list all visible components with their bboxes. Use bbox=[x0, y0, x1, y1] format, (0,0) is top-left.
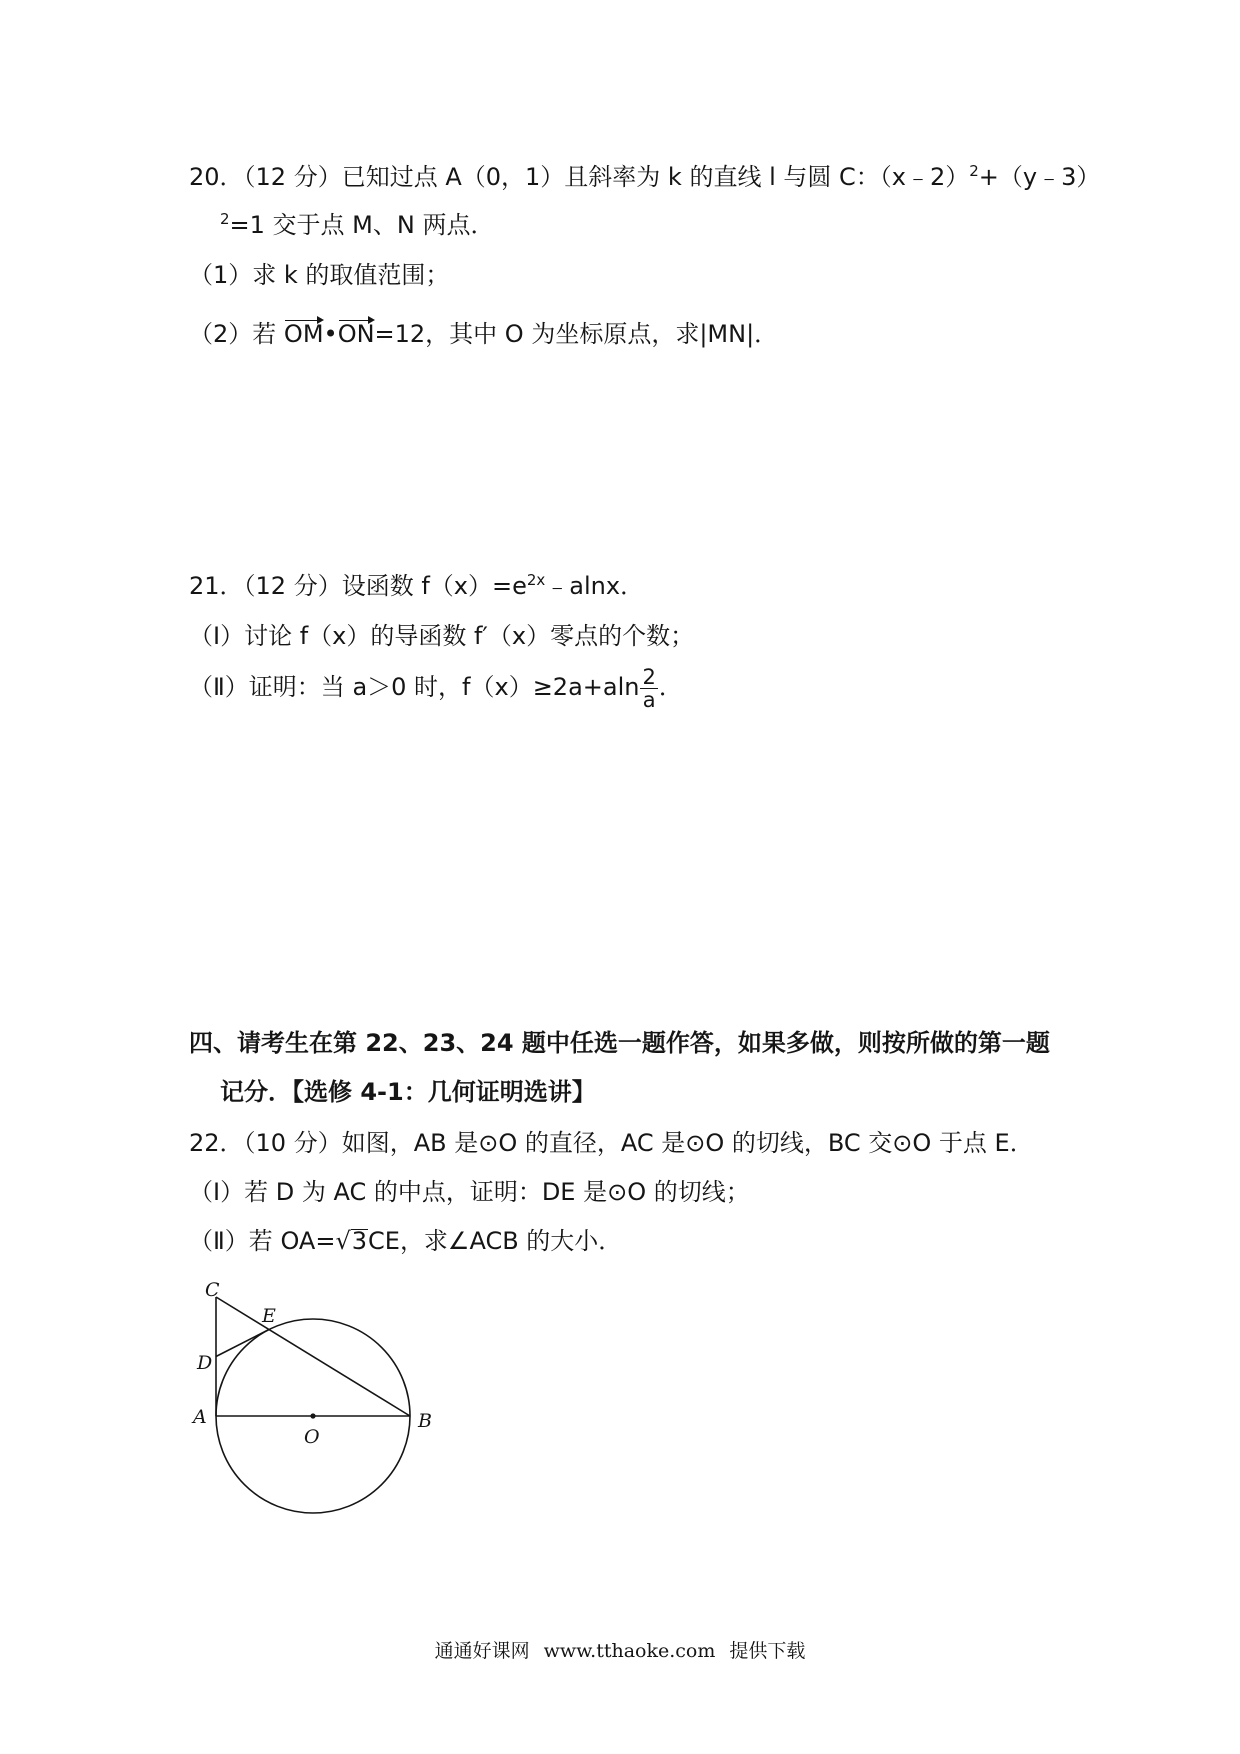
q20-part2-prefix: （2）若 bbox=[189, 320, 277, 348]
radical-sign: √ bbox=[335, 1227, 351, 1255]
q21-stem-text: 21．（12 分）设函数 f（x）=e bbox=[189, 572, 527, 600]
fraction-numerator: 2 bbox=[642, 664, 656, 689]
vector-on: ON bbox=[337, 320, 375, 348]
q22-part1-text: （Ⅰ）若 D 为 AC 的中点，证明：DE 是⊙O 的切线； bbox=[189, 1178, 750, 1206]
q21-part2-suffix: ． bbox=[658, 673, 683, 701]
section4-heading-text1: 四、请考生在第 22、23、24 题中任选一题作答，如果多做，则按所做的第一题 bbox=[189, 1029, 1050, 1057]
label-d: D bbox=[197, 1352, 213, 1374]
q22-part2-prefix: （Ⅱ）若 OA= bbox=[189, 1227, 336, 1255]
section4-heading-text2: 记分．【选修 4-1：几何证明选讲】 bbox=[220, 1078, 596, 1106]
label-b: B bbox=[418, 1410, 432, 1432]
label-c: C bbox=[205, 1279, 220, 1301]
q20-part1 bbox=[189, 260, 449, 290]
q20-part2-suffix: =12，其中 O 为坐标原点，求|MN|． bbox=[374, 320, 779, 348]
section4-heading-line2 bbox=[220, 1077, 596, 1107]
label-e: E bbox=[262, 1305, 276, 1327]
q20-exponent-1: 2 bbox=[969, 162, 979, 180]
q22-stem bbox=[189, 1128, 1034, 1158]
page-footer bbox=[0, 1638, 1240, 1664]
segment-de bbox=[216, 1330, 269, 1357]
q21-stem bbox=[189, 571, 644, 601]
q20-stem-tail: +（y﹣3） bbox=[978, 163, 1101, 191]
q20-part2 bbox=[189, 319, 778, 349]
section4-heading-line1 bbox=[189, 1028, 1050, 1058]
vector-om: OM bbox=[283, 320, 324, 348]
radicand: 3 bbox=[351, 1227, 368, 1255]
q22-part2 bbox=[189, 1226, 622, 1256]
q20-exponent-2: 2 bbox=[220, 210, 230, 228]
q20-part1-text: （1）求 k 的取值范围； bbox=[189, 261, 450, 289]
dot-product-symbol: • bbox=[323, 320, 338, 348]
footer-text: 通通好课网 www.tthaoke.com 提供下载 bbox=[434, 1640, 806, 1662]
q22-part2-suffix: CE，求∠ACB 的大小． bbox=[368, 1227, 623, 1255]
q21-part1 bbox=[189, 621, 694, 651]
q22-geometry-figure bbox=[180, 1270, 450, 1525]
q22-part1 bbox=[189, 1177, 750, 1207]
q22-stem-text: 22．（10 分）如图，AB 是⊙O 的直径，AC 是⊙O 的切线，BC 交⊙O 于点 E． bbox=[189, 1129, 1034, 1157]
q21-part2 bbox=[189, 664, 683, 711]
q21-stem-tail: ﹣alnx． bbox=[545, 572, 645, 600]
q20-stem-line1 bbox=[189, 162, 1100, 192]
q20-stem-text: 20．（12 分）已知过点 A（0，1）且斜率为 k 的直线 l 与圆 C：（x﹣2） bbox=[189, 163, 970, 191]
q21-exponent: 2x bbox=[526, 571, 546, 589]
square-root bbox=[335, 1226, 368, 1256]
q20-stem-line2-text: =1 交于点 M、N 两点． bbox=[229, 211, 495, 239]
q21-part2-prefix: （Ⅱ）证明：当 a＞0 时，f（x）≥2a+aln bbox=[189, 673, 640, 701]
center-point-o bbox=[310, 1413, 315, 1418]
q20-stem-line2 bbox=[220, 210, 494, 240]
fraction-2-over-a bbox=[640, 666, 657, 711]
q21-part1-text: （Ⅰ）讨论 f（x）的导函数 f′（x）零点的个数； bbox=[189, 622, 695, 650]
fraction-denominator: a bbox=[642, 687, 656, 712]
label-o: O bbox=[304, 1426, 320, 1448]
label-a: A bbox=[193, 1406, 207, 1428]
segment-cb bbox=[216, 1297, 410, 1416]
